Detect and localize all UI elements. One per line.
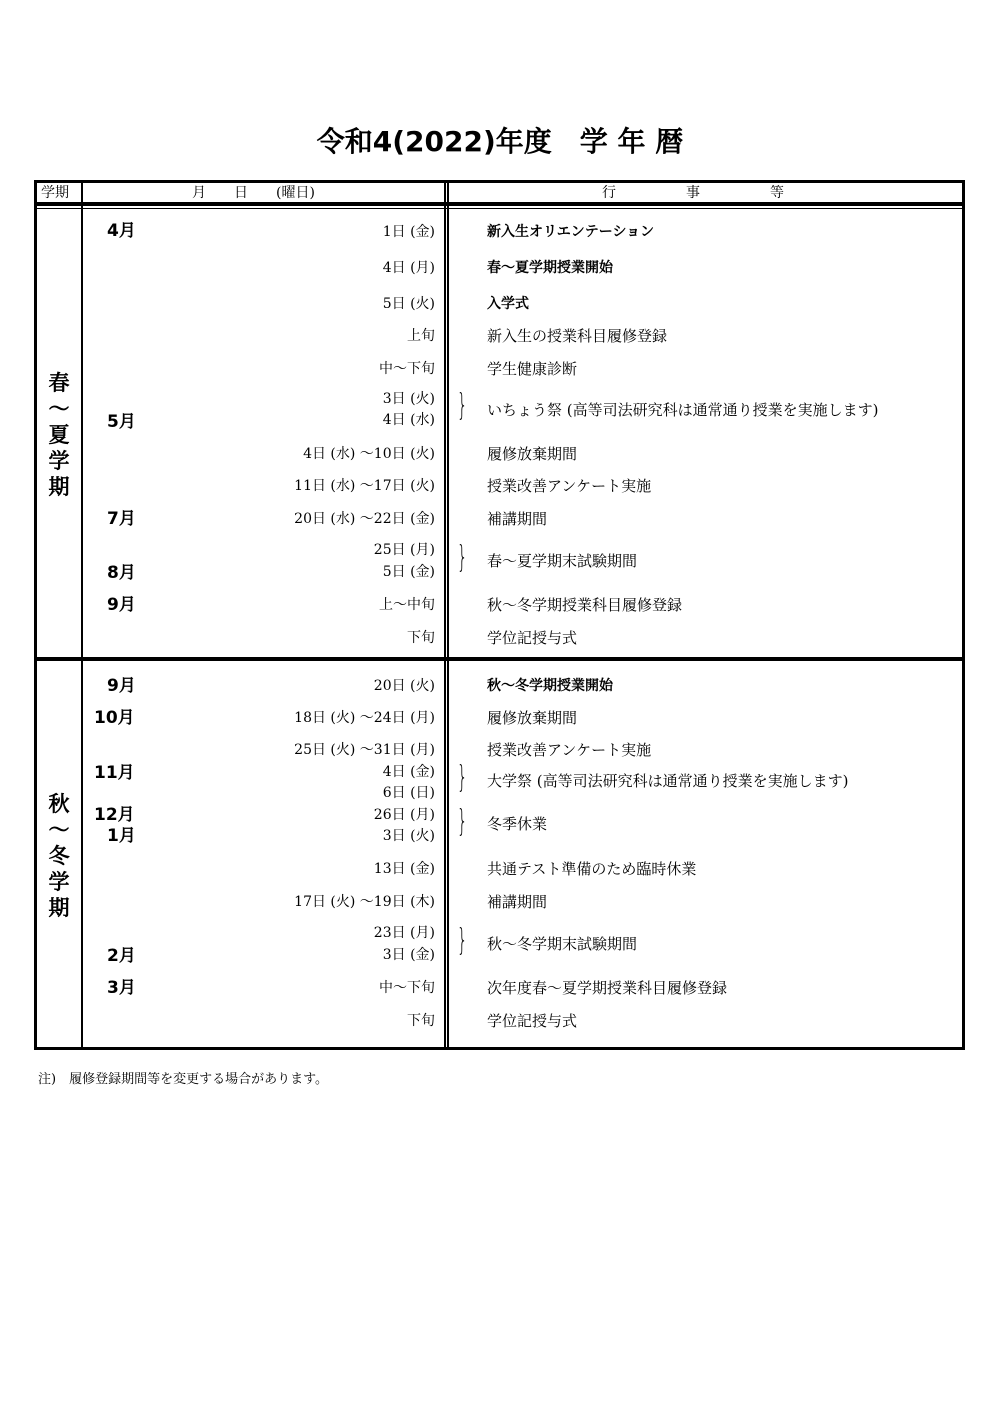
month-label: 9月 [107, 595, 136, 615]
date-cell: 4日 (金) [382, 764, 435, 780]
date-cell: 6日 (日) [382, 785, 435, 801]
month-label: 10月 [94, 708, 135, 728]
date-cell: 18日 (火) 〜24日 (月) [294, 710, 435, 726]
event-cell: 授業改善アンケート実施 [487, 741, 652, 759]
footnote: 注) 履修登録期間等を変更する場合があります。 [38, 1072, 329, 1087]
date-cell: 25日 (火) 〜31日 (月) [294, 742, 435, 758]
event-cell: 補講期間 [487, 510, 548, 528]
date-cell: 17日 (火) 〜19日 (木) [294, 894, 435, 910]
date-cell: 4日 (月) [382, 260, 435, 276]
table-header [37, 183, 962, 205]
month-label: 9月 [107, 676, 136, 696]
date-cell: 下旬 [407, 1013, 435, 1029]
month-label: 3月 [107, 978, 136, 998]
date-cell: 中〜下旬 [379, 361, 435, 377]
event-cell: 新入生オリエンテーション [487, 224, 655, 240]
date-event-divider [444, 183, 449, 1047]
autumn-term-label: 秋〜冬学期 [48, 792, 70, 920]
event-cell: 共通テスト準備のため臨時休業 [487, 860, 697, 878]
date-cell: 13日 (金) [373, 861, 435, 877]
month-label: 4月 [107, 221, 136, 241]
event-cell: 秋〜冬学期授業科目履修登録 [487, 596, 683, 614]
event-cell: 冬季休業 [487, 815, 548, 833]
event-cell: 授業改善アンケート実施 [487, 477, 652, 495]
brace-icon: } [457, 804, 468, 839]
event-cell: 秋〜冬学期末試験期間 [487, 935, 638, 953]
date-cell: 20日 (火) [373, 678, 435, 694]
brace-icon: } [457, 923, 468, 958]
event-cell: 新入生の授業科目履修登録 [487, 327, 668, 345]
event-cell: 秋〜冬学期授業開始 [487, 678, 613, 694]
month-label: 2月 [107, 946, 136, 966]
date-cell: 1日 (金) [382, 224, 435, 240]
date-cell: 3日 (火) [382, 391, 435, 407]
month-label: 5月 [107, 412, 136, 432]
date-cell: 下旬 [407, 630, 435, 646]
spring-term-label: 春〜夏学期 [48, 371, 70, 499]
month-label: 7月 [107, 509, 136, 529]
month-label: 1月 [107, 826, 136, 846]
page-title: 令和4(2022)年度 学 年 暦 [316, 125, 684, 158]
date-cell: 20日 (水) 〜22日 (金) [294, 511, 435, 527]
event-cell: 次年度春〜夏学期授業科目履修登録 [487, 979, 728, 997]
month-label: 11月 [94, 763, 135, 783]
event-cell: 入学式 [487, 296, 529, 312]
month-label: 8月 [107, 563, 136, 583]
event-cell: 履修放棄期間 [487, 445, 578, 463]
header-date: 月 日 (曜日) [192, 185, 315, 201]
calendar-table [34, 180, 965, 1050]
date-cell: 3日 (金) [382, 947, 435, 963]
date-cell: 上〜中旬 [379, 597, 435, 613]
date-cell: 5日 (火) [382, 296, 435, 312]
date-cell: 23日 (月) [373, 925, 435, 941]
brace-icon: } [457, 540, 468, 575]
header-term: 学期 [41, 185, 69, 201]
date-cell: 25日 (月) [373, 542, 435, 558]
event-cell: 春〜夏学期末試験期間 [487, 552, 638, 570]
date-cell: 中〜下旬 [379, 980, 435, 996]
event-cell: いちょう祭 (高等司法研究科は通常通り授業を実施します) [487, 401, 879, 419]
date-cell: 11日 (水) 〜17日 (火) [294, 478, 435, 494]
term-separator [37, 657, 962, 661]
event-cell: 大学祭 (高等司法研究科は通常通り授業を実施します) [487, 772, 849, 790]
date-cell: 4日 (水) 〜10日 (火) [303, 446, 435, 462]
event-cell: 学位記授与式 [487, 629, 578, 647]
header-event: 行 事 等 [602, 185, 784, 201]
date-cell: 5日 (金) [382, 564, 435, 580]
event-cell: 履修放棄期間 [487, 709, 578, 727]
event-cell: 学位記授与式 [487, 1012, 578, 1030]
date-cell: 上旬 [407, 328, 435, 344]
date-cell: 3日 (火) [382, 828, 435, 844]
event-cell: 春〜夏学期授業開始 [487, 260, 613, 276]
event-cell: 補講期間 [487, 893, 548, 911]
brace-icon: } [457, 388, 468, 423]
date-cell: 4日 (水) [382, 412, 435, 428]
event-cell: 学生健康診断 [487, 360, 578, 378]
date-cell: 26日 (月) [373, 807, 435, 823]
brace-icon: } [457, 760, 468, 795]
header-rule [37, 205, 962, 209]
month-label: 12月 [94, 805, 135, 825]
term-divider [81, 183, 83, 1047]
